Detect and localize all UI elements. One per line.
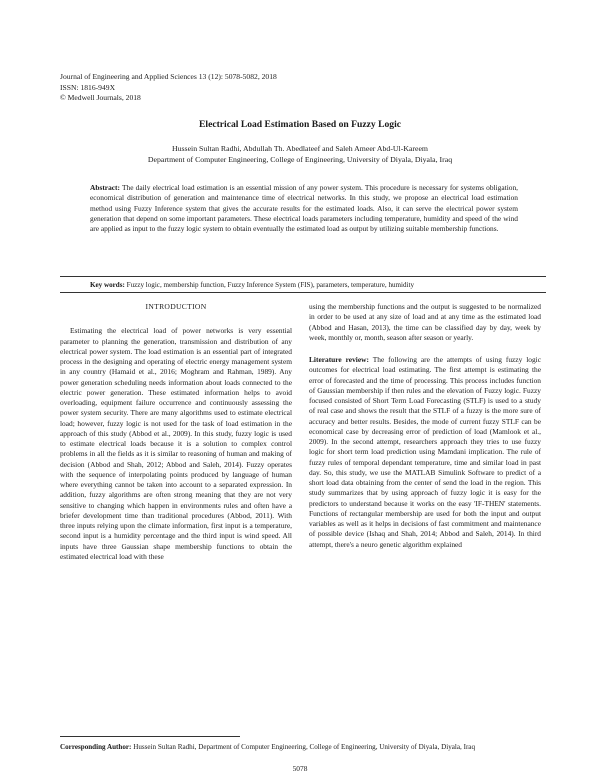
left-column [60,302,292,562]
corresponding-author-label: Corresponding Author: [60,743,132,751]
keywords-bottom-rule [60,292,546,293]
introduction-paragraph: Estimating the electrical load of power networks is very essential parameter to planning the generation, transmission and distribution of any electrical power system. The load estimation is an essential part of integrated process in the designing and operating of electric energy management system in any country (Hamaid et al., 2016; Moghram and Rahman, 1989). Any power generation scheduling needs information about loads connected to the electric power generation. These estimated information helps to avoid overloading, equipment failure occurrence and continuously assessing the power system security. There are many algorithms used to estimate electrical load; however, fuzzy logic is not used for the task of load estimation in the approach of this study (Abbod et al., 2009). In this study, fuzzy logic is used to estimate electrical loads because it is a solution to complex control problems in all the fields as it is similar to reasoning of human and making of decision (Abbod and Shah, 2012; Abbod and Saleh, 2014). Fuzzy operates with the sequence of interpolating points produced by language of human where everything cannot be taken into account to a separated expression. In addition, fuzzy algorithms are often strong meaning that they are not very sensitive to changing which happen in environments rules and often have a briefer development time than traditional procedures (Abbod, 2011). With three inputs relying upon the climate information, first input is a temperature, second input is a humidity percentage and the third input is wind speed. All inputs have three Gaussian shape membership functions to obtain the estimated electrical load with these [60,326,292,561]
journal-copyright: © Medwell Journals, 2018 [60,93,141,102]
author-block [0,143,600,165]
paper-title: Electrical Load Estimation Based on Fuzzy Logic [199,119,401,130]
author-names: Hussein Sultan Radhi, Abdullah Th. Abedlateef and Saleh Ameer Abd-Ul-Kareem [171,144,428,153]
footnote-rule [60,736,240,737]
corresponding-author-text: Hussein Sultan Radhi, Department of Computer Engineering, College of Engineering, University of Diyala, Diyala, Iraq [133,743,475,751]
literature-review-paragraph [309,355,541,550]
page-number: 5078 [292,764,308,773]
introduction-heading: INTRODUCTION [145,302,207,311]
corresponding-author [60,742,546,752]
abstract-label: Abstract: [90,183,120,192]
journal-header [60,72,380,104]
journal-issn: ISSN: 1816-949X [60,82,116,92]
abstract [90,183,518,234]
literature-review-label: Literature review: [309,355,369,364]
introduction-continuation: using the membership functions and the output is suggested to be normalized in order to be used at any size of load and at any time as the estimated load (Abbod and Hasan, 2013), the time can be classified day by day, week by week, monthly or, month, season after season or yearly. [309,302,541,342]
abstract-text: The daily electrical load estimation is an essential mission of any power system. This procedure is necessary for systems obligation, economical distribution of generation and maintenance time of electrical networks. In this study, we propose an electrical load estimation method using Fuzzy Inference system that gives the accurate results for the estimated loads. Also, it can serve the electrical power system generation that depend on some important parameters. These electrical loads parameters including temperature, humidity and speed of the wind are applied as input to the fuzzy logic system to obtain eventually the estimated load as output by utilizing suitable membership functions. [90,183,518,234]
literature-review-text: The following are the attempts of using fuzzy logic outcomes for electrical load estimating. The first attempt is estimating the error of forecasted and the time of processing. This process includes function of Gaussian membership if then rules and the elevation of Fuzzy logic. Fuzzy focused consisted of Short Term Load Forecasting (STLF) is used to a study of real case and shows the result that the STLF of a fuzzy is the more sure of accuracy and better results. Besides, the mode of current fuzzy STLF can be economical case by decreasing error of prediction of load (Mamlook et al., 2009). In the second attempt, researchers approach they tries to use fuzzy logic for short term load prediction using Mamdani implication. The rule of fuzzy rules of temporal dependant temperature, time and similar load in past day. So, this study, we use the MATLAB Simulink Software to predict of a short load data obtaining from the center of send the load in the region. This study summarizes that by using approach of fuzzy logic it is easy for the predictors to understand because it works on the easy 'IF-THEN' statements. Functions of rectangular membership are used for both the input and output variables as well as it helps in decisions of fast commitment and maintenance of possible device (Ishaq and Shah, 2014; Abbod and Saleh, 2014). In third attempt, there's a neuro genetic algorithm explained [309,355,541,549]
keywords-top-rule [60,276,546,277]
keywords [90,280,530,290]
keywords-label: Key words: [90,281,125,289]
author-affiliation: Department of Computer Engineering, College of Engineering, University of Diyala, Diyala, Iraq [147,155,453,164]
journal-citation: Journal of Engineering and Applied Sciences 13 (12): 5078-5082, 2018 [60,72,277,81]
right-column [309,302,541,550]
keywords-text: Fuzzy logic, membership function, Fuzzy Inference System (FIS), parameters, temperature, humidity [126,281,415,289]
